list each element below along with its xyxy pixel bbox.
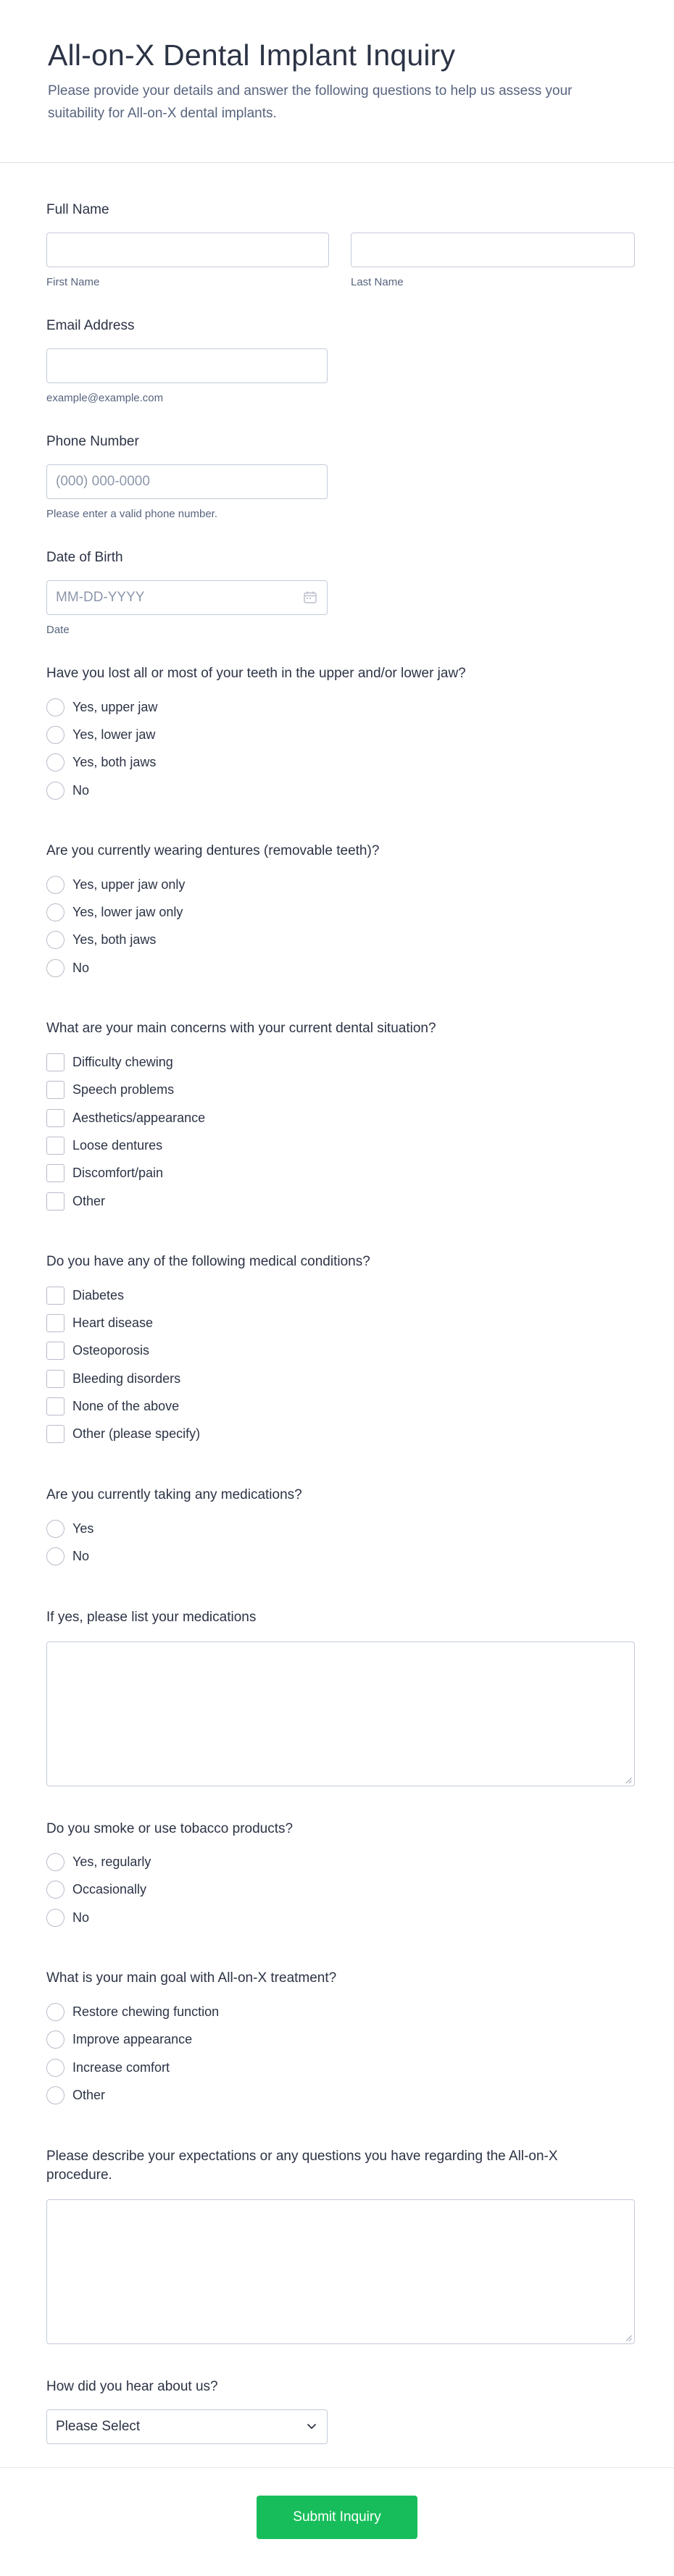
checkbox[interactable] bbox=[46, 1314, 65, 1332]
option-label: Other bbox=[72, 2087, 106, 2102]
option-label: Yes, both jaws bbox=[72, 755, 157, 770]
dentures-question bbox=[46, 842, 674, 982]
option-label: Yes, regularly bbox=[72, 1854, 151, 1870]
option-label: Yes, lower jaw only bbox=[72, 905, 183, 920]
radio-button[interactable] bbox=[46, 2003, 65, 2021]
radio-option[interactable] bbox=[46, 2054, 674, 2081]
checkbox-option[interactable] bbox=[46, 1309, 674, 1337]
option-label: Difficulty chewing bbox=[72, 1055, 173, 1070]
radio-option[interactable] bbox=[46, 1515, 674, 1542]
checkbox-option[interactable] bbox=[46, 1187, 674, 1215]
option-label: Aesthetics/appearance bbox=[72, 1110, 206, 1125]
referral-question bbox=[46, 2378, 674, 2444]
checkbox[interactable] bbox=[46, 1397, 65, 1415]
radio-button[interactable] bbox=[46, 726, 65, 744]
phone-placeholder: (000) 000-0000 bbox=[56, 474, 150, 489]
dob-input[interactable] bbox=[46, 580, 328, 615]
page-title: All-on-X Dental Implant Inquiry bbox=[48, 38, 456, 72]
calendar-icon[interactable] bbox=[304, 591, 317, 603]
inquiry-form bbox=[0, 201, 674, 2444]
radio-button[interactable] bbox=[46, 2059, 65, 2077]
phone-label: Phone Number bbox=[46, 434, 139, 449]
resize-handle-icon[interactable] bbox=[625, 1777, 632, 1783]
dentures-label: Are you currently wearing dentures (removable teeth)? bbox=[46, 843, 380, 859]
radio-option[interactable] bbox=[46, 2081, 674, 2109]
smoke-question bbox=[46, 1820, 674, 1932]
option-label: Bleeding disorders bbox=[72, 1371, 181, 1386]
expectations-textarea[interactable] bbox=[46, 2199, 635, 2344]
option-label: No bbox=[72, 1910, 90, 1925]
concerns-question bbox=[46, 1019, 674, 1215]
option-label: Yes, both jaws bbox=[72, 932, 157, 948]
option-label: Yes bbox=[72, 1521, 94, 1536]
checkbox-option[interactable] bbox=[46, 1392, 674, 1420]
teeth-loss-question bbox=[46, 664, 674, 804]
email-sublabel: example@example.com bbox=[46, 392, 164, 404]
referral-label: How did you hear about us? bbox=[46, 2378, 218, 2394]
checkbox[interactable] bbox=[46, 1370, 65, 1388]
radio-option[interactable] bbox=[46, 927, 674, 954]
radio-option[interactable] bbox=[46, 954, 674, 982]
resize-handle-icon[interactable] bbox=[625, 2335, 632, 2341]
medication-list-question bbox=[46, 1608, 674, 1786]
checkbox[interactable] bbox=[46, 1053, 65, 1071]
first-name-input[interactable] bbox=[46, 233, 329, 267]
expectations-question bbox=[46, 2147, 674, 2344]
phone-question bbox=[46, 432, 674, 521]
dob-sublabel: Date bbox=[46, 624, 70, 636]
option-label: Other (please specify) bbox=[72, 1426, 201, 1442]
goal-question bbox=[46, 1969, 674, 2109]
option-label: Yes, lower jaw bbox=[72, 727, 156, 742]
radio-option[interactable] bbox=[46, 2026, 674, 2054]
radio-button[interactable] bbox=[46, 782, 65, 800]
submit-button[interactable]: Submit Inquiry bbox=[257, 2496, 417, 2539]
option-label: None of the above bbox=[72, 1398, 180, 1413]
radio-option[interactable] bbox=[46, 749, 674, 777]
email-input[interactable] bbox=[46, 348, 328, 383]
radio-option[interactable] bbox=[46, 898, 674, 926]
checkbox[interactable] bbox=[46, 1287, 65, 1305]
medical-question bbox=[46, 1253, 674, 1448]
medical-label: Do you have any of the following medical conditions? bbox=[46, 1254, 370, 1270]
checkbox[interactable] bbox=[46, 1109, 65, 1127]
checkbox-option[interactable] bbox=[46, 1104, 674, 1132]
radio-option[interactable] bbox=[46, 1542, 674, 1570]
option-label: Osteoporosis bbox=[72, 1343, 150, 1358]
radio-button[interactable] bbox=[46, 1881, 65, 1899]
concerns-label: What are your main concerns with your current dental situation? bbox=[46, 1021, 436, 1037]
option-label: Improve appearance bbox=[72, 2032, 193, 2047]
option-label: Discomfort/pain bbox=[72, 1166, 164, 1181]
option-label: Other bbox=[72, 1193, 106, 1208]
radio-button[interactable] bbox=[46, 1909, 65, 1927]
checkbox-option[interactable] bbox=[46, 1160, 674, 1187]
radio-option[interactable] bbox=[46, 1998, 674, 2025]
radio-option[interactable] bbox=[46, 1904, 674, 1931]
medications-label: Are you currently taking any medications? bbox=[46, 1486, 302, 1502]
radio-button[interactable] bbox=[46, 876, 65, 894]
checkbox-option[interactable] bbox=[46, 1132, 674, 1159]
option-label: Diabetes bbox=[72, 1287, 125, 1302]
first-name-sublabel: First Name bbox=[46, 276, 100, 288]
checkbox-option[interactable] bbox=[46, 1365, 674, 1392]
option-label: Yes, upper jaw bbox=[72, 699, 158, 714]
radio-option[interactable] bbox=[46, 693, 674, 721]
last-name-input[interactable] bbox=[351, 233, 635, 267]
checkbox-option[interactable] bbox=[46, 1337, 674, 1365]
checkbox-option[interactable] bbox=[46, 1048, 674, 1076]
checkbox[interactable] bbox=[46, 1081, 65, 1099]
page-subtitle: Please provide your details and answer the following questions to help us assess your suitability for All-on-X dental implants. bbox=[48, 83, 573, 121]
teeth-loss-label: Have you lost all or most of your teeth in the upper and/or lower jaw? bbox=[46, 666, 466, 681]
radio-button[interactable] bbox=[46, 903, 65, 921]
radio-option[interactable] bbox=[46, 871, 674, 898]
option-label: Speech problems bbox=[72, 1082, 175, 1097]
medication-list-label: If yes, please list your medications bbox=[46, 1609, 257, 1625]
option-label: No bbox=[72, 960, 90, 975]
option-label: Restore chewing function bbox=[72, 2004, 220, 2020]
checkbox[interactable] bbox=[46, 1192, 65, 1210]
phone-input[interactable] bbox=[46, 464, 328, 499]
form-footer bbox=[0, 2467, 674, 2576]
radio-button[interactable] bbox=[46, 2031, 65, 2049]
option-label: No bbox=[72, 1548, 90, 1563]
checkbox-option[interactable] bbox=[46, 1281, 674, 1309]
option-label: No bbox=[72, 782, 90, 798]
dob-question bbox=[46, 548, 674, 637]
radio-button[interactable] bbox=[46, 1853, 65, 1871]
radio-option[interactable] bbox=[46, 777, 674, 804]
radio-button[interactable] bbox=[46, 1520, 65, 1538]
radio-button[interactable] bbox=[46, 1547, 65, 1565]
form-header bbox=[0, 0, 674, 163]
radio-button[interactable] bbox=[46, 698, 65, 716]
radio-button[interactable] bbox=[46, 2086, 65, 2104]
option-label: Heart disease bbox=[72, 1316, 154, 1331]
smoke-label: Do you smoke or use tobacco products? bbox=[46, 1820, 294, 1836]
checkbox-option[interactable] bbox=[46, 1421, 674, 1448]
referral-selected-value: Please Select bbox=[56, 2418, 141, 2434]
option-label: Loose dentures bbox=[72, 1137, 163, 1153]
email-label: Email Address bbox=[46, 318, 135, 333]
radio-button[interactable] bbox=[46, 959, 65, 977]
radio-button[interactable] bbox=[46, 931, 65, 949]
phone-sublabel: Please enter a valid phone number. bbox=[46, 508, 217, 520]
checkbox-option[interactable] bbox=[46, 1076, 674, 1104]
radio-option[interactable] bbox=[46, 721, 674, 748]
medication-list-textarea[interactable] bbox=[46, 1642, 635, 1786]
expectations-label: Please describe your expectations or any questions you have regarding the All-on-X procedure. bbox=[46, 2148, 558, 2183]
full-name-question bbox=[46, 201, 674, 289]
radio-option[interactable] bbox=[46, 1876, 674, 1904]
dob-placeholder: MM-DD-YYYY bbox=[56, 590, 145, 605]
chevron-down-icon bbox=[307, 2423, 317, 2430]
last-name-sublabel: Last Name bbox=[351, 276, 404, 288]
referral-select[interactable] bbox=[46, 2409, 328, 2444]
option-label: Yes, upper jaw only bbox=[72, 877, 186, 892]
full-name-label: Full Name bbox=[46, 202, 109, 217]
checkbox[interactable] bbox=[46, 1342, 65, 1360]
goal-label: What is your main goal with All-on-X treatment? bbox=[46, 1970, 337, 1986]
checkbox[interactable] bbox=[46, 1164, 65, 1182]
option-label: Increase comfort bbox=[72, 2059, 170, 2075]
email-question bbox=[46, 317, 674, 405]
checkbox[interactable] bbox=[46, 1425, 65, 1443]
radio-button[interactable] bbox=[46, 753, 65, 771]
radio-option[interactable] bbox=[46, 1849, 674, 1876]
medications-question bbox=[46, 1486, 674, 1571]
checkbox[interactable] bbox=[46, 1137, 65, 1155]
dob-label: Date of Birth bbox=[46, 550, 123, 565]
option-label: Occasionally bbox=[72, 1882, 147, 1897]
